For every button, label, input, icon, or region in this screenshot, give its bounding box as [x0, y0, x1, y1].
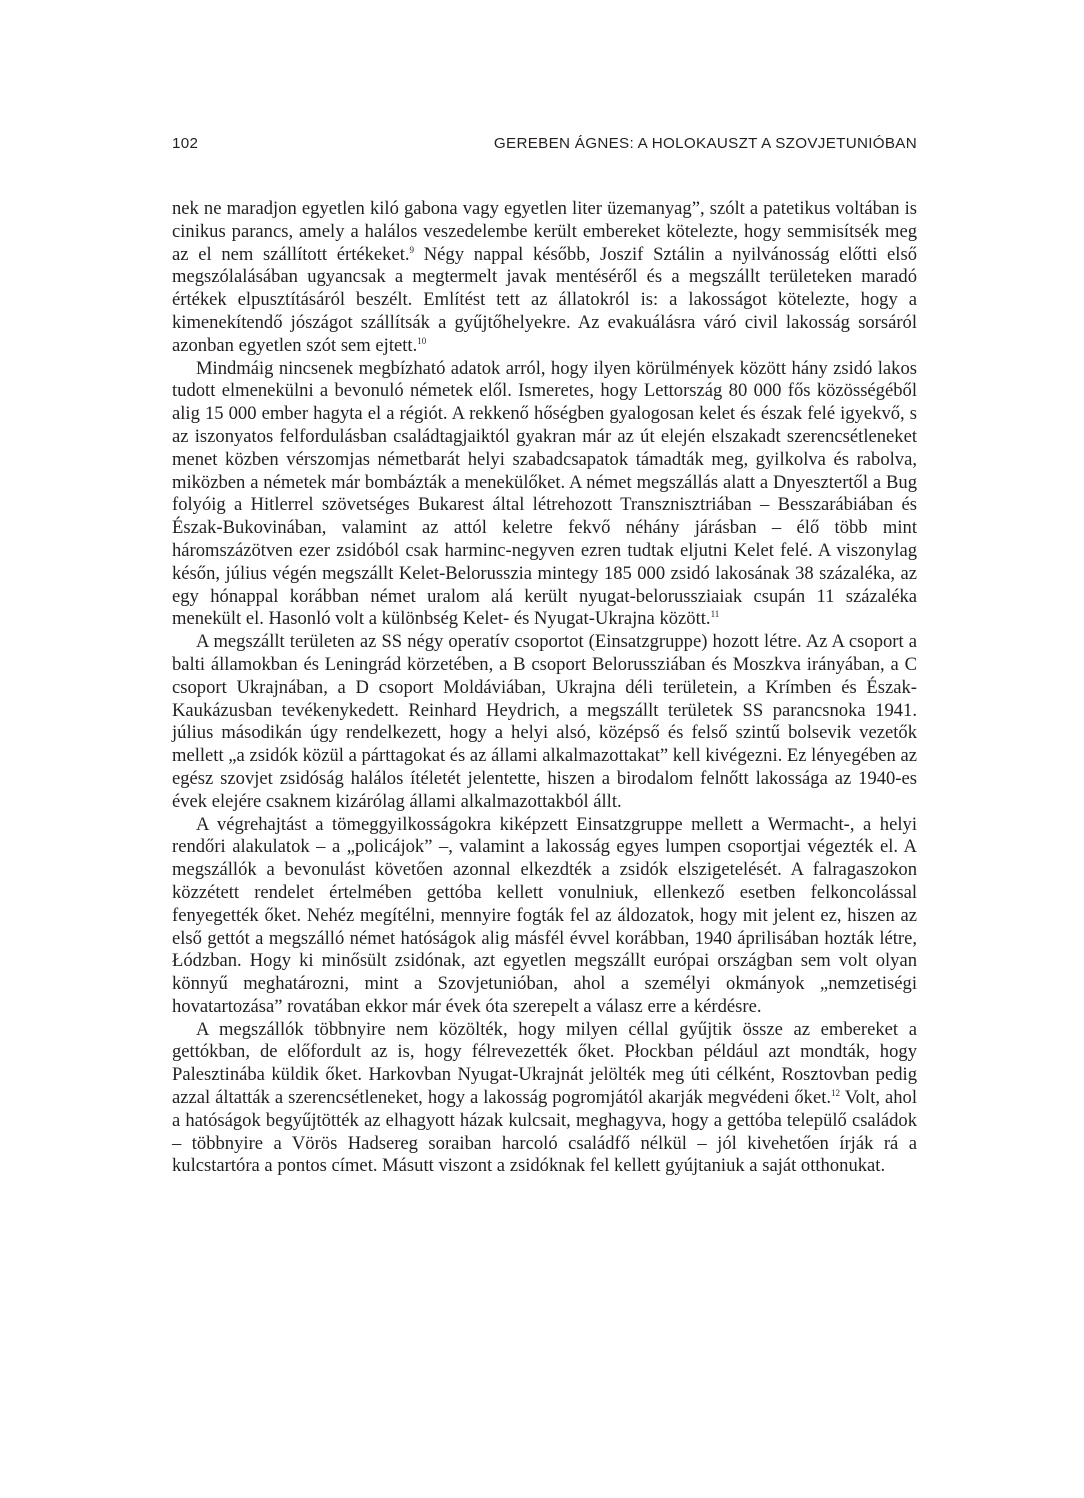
body-text	[172, 198, 917, 1178]
paragraph	[172, 198, 917, 358]
paragraph	[172, 631, 917, 813]
paragraph-text: Mindmáig nincsenek megbízható adatok arról, hogy ilyen körülmények között hány zsidó lakos tudott elmenekülni a bevonuló németek elől. Ismeretes, hogy Lettország 80 000 fős közösségéből alig 15 000 ember hagyta el a régiót. A rekkenő hőségben gyalogosan kelet és észak felé igyekvő, s az iszonyatos felfordulásban családtagjaiktól gyakran már az út elején elszakadt szerencsétleneket menet közben vérszomjas németbarát helyi szabadcsapatok támadták meg, gyilkolva és rabolva, miközben a németek már bombázták a menekülőket. A német megszállás alatt a Dnyesztertől a Bug folyóig a Hitlerrel szövetséges Bukarest által létrehozott Transznisztriában – Besszarábiában és Észak-Bukovinában, valamint az attól keletre fekvő néhány járásban – élő több mint háromszázötven ezer zsidóból csak harminc-negyven ezren tudtak eljutni Kelet felé. A viszonylag későn, július végén megszállt Kelet-Belorusszia mintegy 185 000 zsidó lakosának 38 százaléka, az egy hónappal korábban német uralom alá került nyugat-belorussziaiak csupán 11 százaléka menekült el. Hasonló volt a különbség Kelet- és Nyugat-Ukrajna között.	[172, 357, 917, 630]
paragraph-text: nek ne maradjon egyetlen kiló gabona vagy egyetlen liter üzemanyag”, szólt a patetikus voltában is cinikus parancs, amely a halálos veszedelembe került embereket kötelezte, hogy semmisítsék meg az el nem szállított értékeket.	[172, 198, 917, 265]
paragraph-text: A megszállók többnyire nem közölték, hogy milyen céllal gyűjtik össze az embereket a gettókban, de előfordult az is, hogy félrevezették őket. Płockban például azt mondták, hogy Palesztinába küldik őket. Harkovban Nyugat-Ukrajnát jelölték meg úti célként, Rosztovban pedig azzal áltatták a szerencsétleneket, hogy a lakosság pogromjától akarják megvédeni őket.	[172, 1018, 917, 1109]
footnote-ref: 9	[409, 244, 415, 255]
footnote-ref: 12	[831, 1088, 841, 1099]
running-title: GEREBEN ÁGNES: A HOLOKAUSZT A SZOVJETUNIÓBAN	[493, 135, 917, 152]
page-header	[172, 135, 917, 157]
paragraph	[172, 814, 917, 1019]
footnote-ref: 11	[710, 609, 720, 620]
paragraph	[172, 1019, 917, 1179]
paragraph-text: Négy nappal később, Joszif Sztálin a nyilvánosság előtti első megszólalásában ugyancsak a megtermelt javak mentéséről és a megszállt területeken maradó értékek elpusztításáról beszélt. Említést tett az állatokról is: a lakosságot kötelezte, hogy a kimenekítendő jószágot szállítsák a gyűjtőhelyekre. Az evakuálásra váró civil lakosság sorsáról azonban egyetlen szót sem ejtett.	[172, 243, 918, 356]
footnote-ref: 10	[417, 335, 427, 346]
page-number: 102	[172, 135, 199, 152]
paragraph	[172, 358, 917, 632]
paragraph-text: A megszállt területen az SS négy operatív csoportot (Einsatzgruppe) hozott létre. Az A csoport a balti államokban és Leningrád körzetében, a B csoport Belorussziában és Moszkva irányában, a C csoport Ukrajnában, a D csoport Moldáviában, Ukrajna déli területein, a Krímben és Észak-Kaukázusban tevékenykedett. Reinhard Heydrich, a megszállt területek SS parancsnoka 1941. július másodikán úgy rendelkezett, hogy a helyi alsó, középső és felső szintű bolsevik vezetők mellett „a zsidók közül a párttagokat és az állami alkalmazottakat” kell kivégezni. Ez lényegében az egész szovjet zsidóság halálos ítéletét jelentette, hiszen a birodalom felnőtt lakossága az 1940-es évek elejére csaknem kizárólag állami alkalmazottakból állt.	[172, 631, 917, 812]
paragraph-text: Volt, ahol a hatóságok begyűjtötték az elhagyott házak kulcsait, meghagyva, hogy a gettóba települő családok – többnyire a Vörös Hadsereg soraiban harcoló családfő nélkül – jól kivehetően írják rá a kulcstartóra a pontos címet. Másutt viszont a zsidóknak fel kellett gyújtaniuk a saját otthonukat.	[172, 1087, 918, 1177]
paragraph-text: A végrehajtást a tömeggyilkosságokra kiképzett Einsatzgruppe mellett a Wermacht-, a helyi rendőri alakulatok – a „policájok” –, valamint a lakosság egyes lumpen csoportjai végezték el. A megszállók a bevonulást követően azonnal elkezdték a zsidók elszigetelését. A falragaszokon közzétett rendelet értelmében gettóba kellett vonulniuk, ellenkező esetben felkoncolással fenyegették őket. Nehéz megítélni, mennyire fogták fel az áldozatok, hogy mit jelent ez, hiszen az első gettót a megszálló német hatóságok alig másfél évvel korábban, 1940 áprilisában hozták létre, Łódzban. Hogy ki minősült zsidónak, azt egyetlen megszállt európai országban sem volt olyan könnyű meghatározni, mint a Szovjetunióban, ahol a személyi okmányok „nemzetiségi hovatartozása” rovatában ekkor már évek óta szerepelt a válasz erre a kérdésre.	[172, 813, 917, 1017]
